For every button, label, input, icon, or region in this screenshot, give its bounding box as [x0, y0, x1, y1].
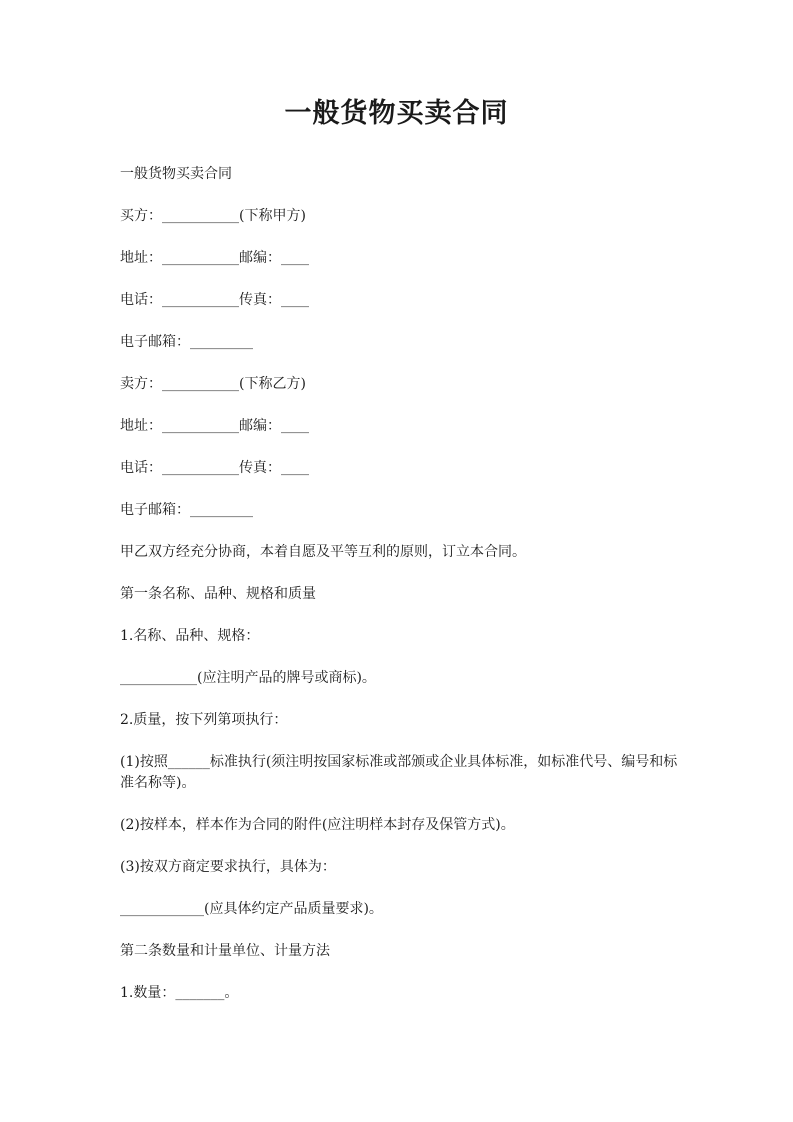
buyer-line: 买方：___________(下称甲方) [120, 208, 306, 224]
article-1-heading: 第一条名称、品种、规格和质量 [120, 586, 316, 602]
quality-option-2: (2)按样本，样本作为合同的附件(应注明样本封存及保管方式)。 [120, 817, 515, 833]
seller-address-line: 地址：___________邮编：____ [120, 418, 309, 434]
quality-option-3-blank: ____________(应具体约定产品质量要求)。 [120, 901, 383, 917]
buyer-phone-line: 电话：___________传真：____ [120, 292, 309, 308]
subtitle-line: 一般货物买卖合同 [120, 166, 232, 182]
seller-line: 卖方：___________(下称乙方) [120, 376, 306, 392]
document-body [120, 164, 680, 1025]
article-1-item-1: 1.名称、品种、规格： [120, 628, 260, 644]
buyer-email-line: 电子邮箱：_________ [120, 334, 253, 350]
quality-option-1: (1)按照______标准执行(须注明按国家标准或部颁或企业具体标准，如标准代号、编号和标准名称等)。 [120, 754, 678, 791]
article-2-heading: 第二条数量和计量单位、计量方法 [120, 943, 330, 959]
document-title: 一般货物买卖合同 [284, 98, 509, 129]
seller-phone-line: 电话：___________传真：____ [120, 460, 309, 476]
quality-option-3: (3)按双方商定要求执行，具体为： [120, 859, 336, 875]
buyer-address-line: 地址：___________邮编：____ [120, 250, 309, 266]
article-1-item-2: 2.质量，按下列第项执行： [120, 712, 288, 728]
agreement-intro: 甲乙双方经充分协商，本着自愿及平等互利的原则，订立本合同。 [120, 544, 526, 560]
article-2-item-1: 1.数量：_______。 [120, 985, 239, 1001]
article-1-item-1-blank: ___________(应注明产品的牌号或商标)。 [120, 670, 376, 686]
seller-email-line: 电子邮箱：_________ [120, 502, 253, 518]
